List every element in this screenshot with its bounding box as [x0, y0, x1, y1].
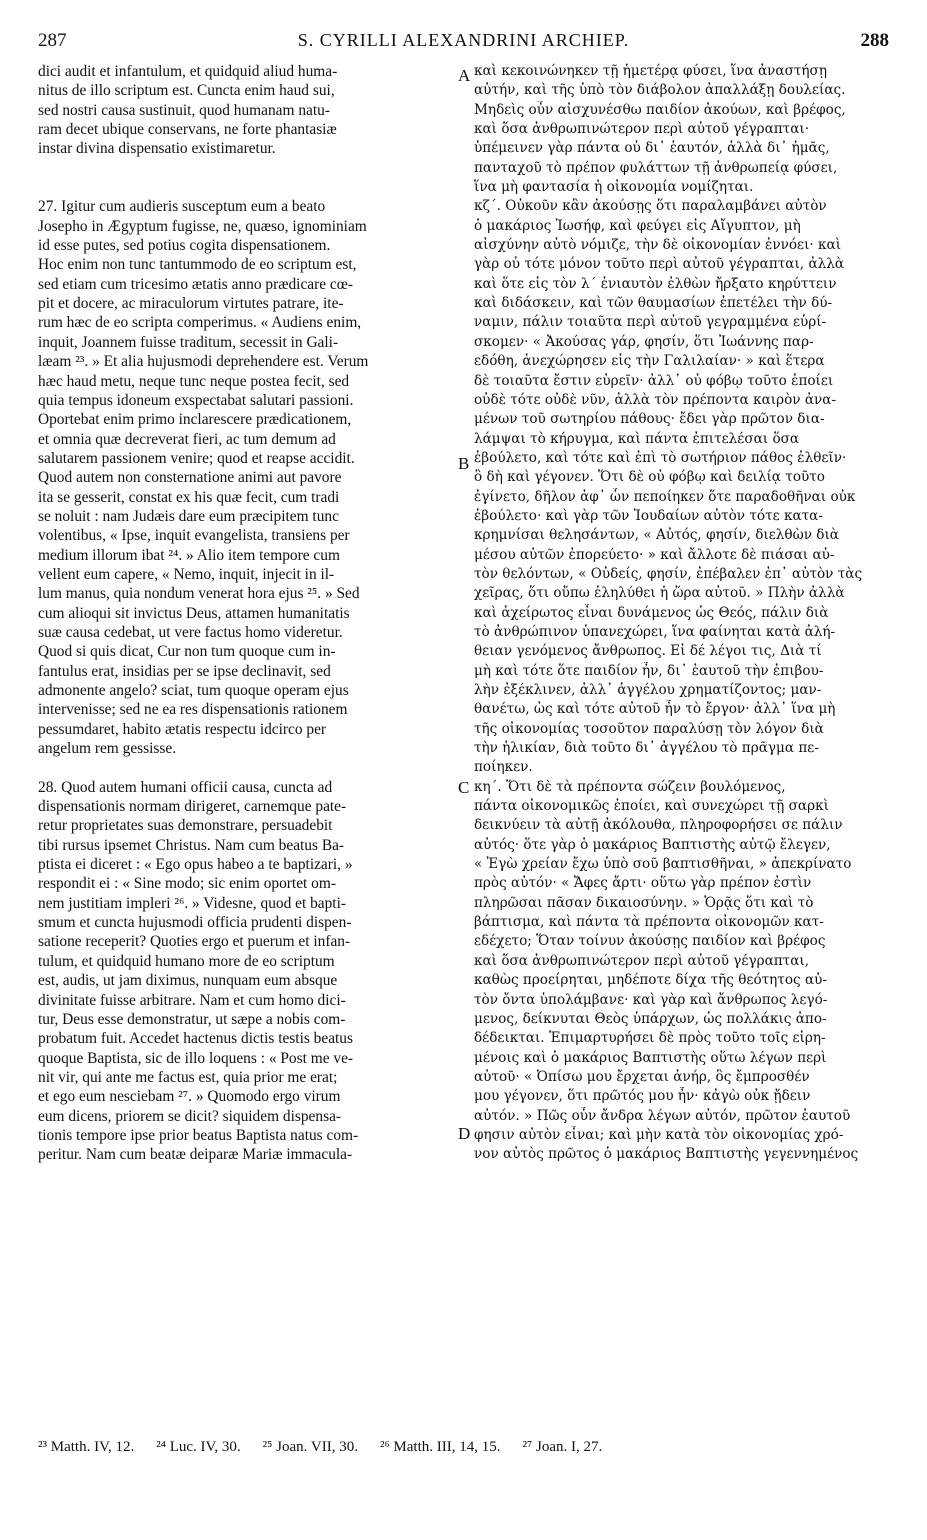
latin-text-line: vellent eum capere, « Nemo, inquit, injecit in il-	[38, 565, 335, 583]
footnote: ²⁷ Joan. I, 27.	[522, 1439, 603, 1455]
latin-text-line: Quod autem non consternatione animi aut pavore	[38, 469, 342, 487]
greek-text-line: τὴν ἡλικίαν, διὰ τοῦτο δι᾽ ἀγγέλου τὸ πρᾶγμα πε-	[474, 740, 819, 757]
latin-text-line: nem justitiam impleri ²⁶. » Videsne, quod et bapti-	[38, 894, 346, 912]
latin-text-line: Hoc enim non tunc tantummodo de eo scriptum est,	[38, 256, 357, 274]
latin-text-line: tur, Deus esse demonstratur, ut sæpe a nobis com-	[38, 1010, 346, 1028]
greek-text-line: αὐτήν, καὶ τῆς ὑπὸ τὸν διάβολον ἀπαλλάξῃ δουλείας.	[474, 82, 846, 99]
latin-text-line: respondit ei : « Sine modo; sic enim oportet om-	[38, 875, 336, 893]
latin-text-line: Oportebat enim primo inclarescere prædicationem,	[38, 411, 352, 429]
margin-marker-d: D	[458, 1124, 471, 1143]
latin-text-line: pit et docere, ac miraculorum virtutes patrare, ite-	[38, 295, 344, 313]
greek-text-line: γὰρ οὐ τότε μόνον τοῦτο περὶ αὐτοῦ γέγραπται, ἀλλὰ	[474, 256, 845, 273]
latin-text-line: angelum rem gessisse.	[38, 740, 177, 758]
greek-text-line: δεικνύειν τὰ αὐτῇ ἀκόλουθα, πληροφορήσει σε πάλιν	[474, 817, 843, 834]
greek-text-line: ἐγίνετο, δῆλον ἀφ᾽ ὧν πεποίηκεν ὅτε παραδοθῆναι οὐκ	[474, 488, 856, 505]
latin-text-line: ptista ei diceret : « Ego opus habeo a te baptizari, »	[38, 856, 353, 874]
greek-text-line: πανταχοῦ τὸ πρέπον φυλάττων τῇ ἀνθρωπείᾳ φύσει,	[474, 159, 838, 176]
greek-text-line: καθὼς προείρηται, μηδέποτε δίχα τῆς θεότητος αὐ-	[474, 972, 827, 989]
latin-text-line: 27. Igitur cum audieris susceptum eum a beato	[38, 198, 326, 216]
greek-text-line: νον αὐτὸς πρῶτος ὁ μακάριος Βαπτιστὴς γεγεννημένος	[474, 1146, 859, 1163]
latin-text-line: fantulus erat, insidias per se ipse declinavit, sed	[38, 662, 331, 680]
latin-text-line: et ego eum nesciebam ²⁷. » Quomodo ergo virum	[38, 1088, 341, 1106]
greek-text-line: « Ἐγὼ χρείαν ἔχω ὑπὸ σοῦ βαπτισθῆναι, » ἀπεκρίνατο	[474, 856, 852, 873]
latin-text-line: ram decet ubique conservans, ne forte phantasiæ	[38, 121, 337, 139]
latin-text-line: et omnia quæ decreverat fieri, ac tum demum ad	[38, 430, 336, 448]
latin-text-line: rum hæc de eo scripta comperimus. « Audiens enim,	[38, 314, 362, 332]
greek-text-line: καὶ ἀχείρωτος εἶναι δυνάμενος ὡς Θεός, πάλιν διὰ	[474, 604, 829, 621]
greek-text-line: κρημνίσαι θελησάντων, « Αὐτός, φησίν, διελθὼν διὰ	[474, 527, 839, 544]
greek-text-line: καὶ ὅσα ἀνθρωπινώτερον περὶ αὐτοῦ γέγραπται·	[474, 121, 810, 138]
greek-text-line: αὐτοῦ· « Ὀπίσω μου ἔρχεται ἀνήρ, ὃς ἔμπροσθέν	[474, 1068, 810, 1085]
latin-text-line: sed nostri causa sustinuit, quod humanam natu-	[38, 101, 330, 119]
margin-marker-c: C	[458, 778, 470, 797]
greek-text-line: θειαν γενόμενος ἄνθρωπος. Εἰ δέ λέγοι τις, Διὰ τί	[474, 643, 822, 660]
greek-text-line: αὐτός· ὅτε γὰρ ὁ μακάριος Βαπτιστὴς αὐτῷ ἔλεγεν,	[474, 836, 831, 853]
greek-text-line: πληρῶσαι πᾶσαν δικαιοσύνην. » Ὁρᾷς ὅτι καὶ τὸ	[474, 894, 814, 911]
latin-text-line: hæc haud metu, neque tunc neque postea fecit, sed	[38, 372, 350, 390]
latin-text-line: retur proprietates suas demonstrare, persuadebit	[38, 817, 333, 835]
greek-text-line: πρὸς αὐτόν· « Ἄφες ἄρτι· οὕτω γὰρ πρέπον ἐστὶν	[474, 875, 812, 892]
greek-text-line: αἰσχύνην αὐτὸ νόμιζε, τὴν δὲ οἰκονομίαν ἐννόει· καὶ	[474, 237, 842, 254]
running-header	[38, 30, 889, 56]
footnotes	[38, 1439, 889, 1456]
greek-column	[474, 62, 890, 1165]
running-title: S. CYRILLI ALEXANDRINI ARCHIEP.	[297, 30, 630, 50]
greek-text-line: φησιν αὐτὸν εἶναι; καὶ μὴν κατὰ τὸν οἰκονομίας χρό-	[474, 1126, 844, 1143]
latin-text-line: probatum fuit. Accedet hactenus dictis testis beatus	[38, 1030, 353, 1048]
latin-text-line: dispensationis normam dirigeret, carnemque pate-	[38, 798, 347, 816]
latin-text-line: pessumdaret, habito ætatis respectu idcirco per	[38, 720, 327, 738]
latin-column	[38, 62, 456, 1165]
greek-text-line: καὶ διδάσκειν, καὶ τῶν θαυμασίων ἐπετέλει τὴν δύ-	[474, 295, 833, 312]
latin-text-line: smum et cuncta hujusmodi officia prudenti dispen-	[38, 914, 352, 932]
greek-text-line: σκομεν· « Ἀκούσας γάρ, φησίν, ὅτι Ἰωάννης παρ-	[474, 333, 814, 350]
latin-text-line: inquit, Joannem fuisse traditum, secessit in Gali-	[38, 333, 339, 351]
greek-text-line: μένοις καὶ ὁ μακάριος Βαπτιστὴς οὕτω λέγων περὶ	[474, 1049, 827, 1066]
greek-text-line: ἐβούλετο· καὶ γὰρ τῶν Ἰουδαίων αὐτὸν τότε κατα-	[474, 507, 823, 524]
greek-text-line: ὃ δὴ καὶ γέγονεν. Ὅτι δὲ οὐ φόβῳ καὶ δειλίᾳ τοῦτο	[474, 469, 825, 486]
latin-text-line: medium illorum ibat ²⁴. » Alio item tempore cum	[38, 546, 340, 564]
greek-text-line: τὸ ἀνθρώπινον ὑπανεχώρει, ἵνα φαίνηται κατὰ ἀλή-	[474, 623, 836, 640]
greek-text-line: ποίηκεν.	[474, 759, 533, 776]
latin-text-line: ita se gesserit, constat ex his quæ fecit, cum tradi	[38, 488, 340, 506]
footnote: ²³ Matth. IV, 12.	[38, 1439, 135, 1455]
latin-text-line: peritur. Nam cum beatæ deiparæ Mariæ immacula-	[38, 1146, 353, 1164]
greek-text-line: ὑπέμεινεν γὰρ πάντα οὐ δι᾽ ἑαυτόν, ἀλλὰ δι᾽ ἡμᾶς,	[474, 140, 830, 157]
blank-line	[38, 159, 456, 178]
latin-text-line: se noluit : nam Judæis dare eum præcipitem tunc	[38, 507, 339, 525]
latin-text-line: satione receperit? Quoties ergo et puerum et infan-	[38, 933, 351, 951]
greek-text-line: δέδεικται. Ἐπιμαρτυρήσει δὲ πρὸς τοῦτο τοῖς εἰρη-	[474, 1030, 826, 1047]
latin-text-line: quoque Baptista, sic de illo loquens : « Post me ve-	[38, 1049, 354, 1067]
greek-text-line: χεῖρας, ὅτι οὔπω ἐληλύθει ἡ ὥρα αὐτοῦ. » Πλὴν ἀλλὰ	[474, 585, 845, 602]
greek-text-line: καὶ ὅτε εἰς τὸν λ΄ ἐνιαυτὸν ἐλθὼν ἤρξατο κηρύττειν	[474, 275, 837, 292]
greek-text-line: καὶ ὅσα ἀνθρωπινώτερον περὶ αὐτοῦ γέγραπται,	[474, 952, 810, 969]
latin-text-line: nit vir, qui ante me factus est, quia prior me erat;	[38, 1068, 338, 1086]
greek-text-line: βάπτισμα, καὶ πάντα τὰ πρέποντα οἰκονομῶν κατ-	[474, 914, 824, 931]
latin-text-line: volentibus, « Ipse, inquit evangelista, transiens per	[38, 527, 350, 545]
latin-text-line: lum manus, quia nondum venerat hora ejus ²⁵. » Sed	[38, 585, 360, 603]
page-number-left: 287	[38, 30, 67, 51]
footnote: ²⁴ Luc. IV, 30.	[156, 1439, 241, 1455]
greek-text-line: λάμψαι τὸ κήρυγμα, καὶ πάντα ἐπιτελέσαι ὅσα	[474, 430, 800, 447]
greek-text-line: δὲ τοιαῦτα ἔστιν εὑρεῖν· ἀλλ᾽ οὐ φόβῳ τοῦτο ἐποίει	[474, 372, 834, 389]
latin-text-line: intervenisse; sed ne ea res dispensationis rationem	[38, 701, 348, 719]
latin-text-line: Josepho in Ægyptum fugisse, ne, quæso, ignominiam	[38, 217, 367, 235]
greek-text-line: μέσου αὐτῶν ἐπορεύετο· » καὶ ἄλλοτε δὲ πιάσαι αὐ-	[474, 546, 835, 563]
greek-text-line: εδέχετο; Ὅταν τοίνυν ἀκούσῃς παιδίον καὶ βρέφος	[474, 933, 826, 950]
blank-line	[38, 758, 456, 777]
latin-text-line: sed etiam cum tricesimo ætatis anno prædicare cœ-	[38, 275, 353, 293]
greek-text-line: τῆς οἰκονομίας τοσοῦτον παραλύσῃ τὸν λόγον διὰ	[474, 720, 824, 737]
margin-marker-a: A	[458, 66, 471, 85]
latin-text-line: instar divina dispensatio existimaretur.	[38, 140, 276, 158]
greek-text-line: μὴ καὶ τότε ὅτε παιδίον ἦν, δι᾽ ἑαυτοῦ τὴν ἐπιβου-	[474, 662, 824, 679]
latin-text-line: tulum, et quidquid humano more de eo scriptum	[38, 952, 335, 970]
latin-text-line: quia tempus idoneum exspectabat salutari passioni.	[38, 391, 354, 409]
latin-text-line: Quod si quis dicat, Cur non tum quoque cum in-	[38, 643, 336, 661]
blank-line	[38, 178, 456, 197]
latin-text-line: læam ²³. » Et alia hujusmodi deprehendere est. Verum	[38, 353, 369, 371]
footnote: ²⁶ Matth. III, 14, 15.	[379, 1439, 501, 1455]
greek-text-line: ὁ μακάριος Ἰωσήφ, καὶ φεύγει εἰς Αἴγυπτον, μὴ	[474, 217, 801, 234]
latin-text-line: tionis tempore ipse prior beatus Baptista natus com-	[38, 1126, 359, 1144]
latin-text-line: dici audit et infantulum, et quidquid aliud huma-	[38, 63, 338, 80]
latin-text-line: salutarem passionem venire; quod et reapse accidit.	[38, 449, 355, 467]
greek-text-line: καὶ κεκοινώνηκεν τῇ ἡμετέρᾳ φύσει, ἵνα ἀναστήσῃ	[474, 63, 827, 79]
latin-text-line: eum dicens, priorem se dicit? siquidem dispensa-	[38, 1107, 342, 1125]
latin-text-line: est, audis, ut jam diximus, nunquam eum absque	[38, 972, 338, 990]
greek-text-line: ἵνα μὴ φαντασία ἡ οἰκονομία νομίζηται.	[474, 179, 754, 196]
greek-text-line: τὸν θελόντων, « Οὐδείς, φησίν, ἐπέβαλεν ἐπ᾽ αὐτὸν τὰς	[474, 565, 863, 582]
latin-text-line: tibi rursus ipsemet Christus. Nam cum beatus Ba-	[38, 836, 345, 854]
greek-text-line: μένων τοῦ σωτηρίου πάθους· ἔδει γὰρ πρῶτον δια-	[474, 411, 825, 428]
latin-text-line: 28. Quod autem humani officii causa, cuncta ad	[38, 778, 333, 796]
greek-text-line: λὴν ἐξέκλινεν, ἀλλ᾽ ἀγγέλου χρηματίζοντος; μαν-	[474, 682, 822, 698]
footnote: ²⁵ Joan. VII, 30.	[262, 1439, 358, 1455]
greek-text-line: κη΄. Ὅτι δὲ τὰ πρέποντα σώζειν βουλόμενος,	[474, 778, 786, 795]
greek-text-line: τὸν ὄντα ὑπολάμβανε· καὶ γὰρ καὶ ἄνθρωπος λεγό-	[474, 991, 828, 1008]
margin-marker-b: B	[458, 454, 470, 473]
greek-text-line: μενος, δείκνυται Θεὸς ὑπάρχων, ὡς πολλάκις ἀπο-	[474, 1010, 827, 1027]
latin-text-line: nitus de illo scriptum est. Cuncta enim haud sui,	[38, 82, 335, 100]
greek-text-line: οὐδὲ τότε οὐδὲ νῦν, ἀλλὰ τὸν πρέποντα καιρὸν ἀνα-	[474, 391, 837, 408]
latin-text-line: cum alioqui sit invictus Deus, attamen humanitatis	[38, 604, 350, 622]
greek-text-line: ἐβούλετο, καὶ τότε καὶ ἐπὶ τὸ σωτήριον πάθος ἐλθεῖν·	[474, 449, 847, 466]
latin-text-line: suæ causa cedebat, ut vere factus homo videretur.	[38, 623, 343, 641]
page-number-right: 288	[860, 30, 889, 51]
greek-text-line: εδόθη, ἀνεχώρησεν εἰς τὴν Γαλιλαίαν· » καὶ ἕτερα	[474, 353, 825, 370]
greek-text-line: πάντα οἰκονομικῶς ἐποίει, καὶ συνεχώρει τῇ σαρκὶ	[474, 798, 829, 815]
latin-text-line: admonente angelo? sciat, tum quoque operam ejus	[38, 682, 349, 699]
latin-text-line: id esse putes, sed potius cogita dispensationem.	[38, 237, 331, 255]
greek-text-line: μου γέγονεν, ὅτι πρῶτός μου ἦν· κἀγὼ οὐκ ᾔδειν	[474, 1088, 811, 1105]
greek-text-line: θανέτω, ὡς καὶ τότε αὐτοῦ ἦν τὸ ἔργον· ἀλλ᾽ ἵνα μὴ	[474, 701, 836, 718]
latin-text-line: divinitate fuisse arbitrare. Nam et cum homo dici-	[38, 991, 346, 1009]
greek-text-line: ναμιν, πάλιν τοιαῦτα περὶ αὐτοῦ γεγραμμένα εὑρί-	[474, 314, 827, 331]
greek-text-line: κζ΄. Οὐκοῦν κἂν ἀκούσῃς ὅτι παραλαμβάνει αὐτὸν	[474, 198, 827, 215]
greek-text-line: αὐτόν. » Πῶς οὖν ἄνδρα λέγων αὐτόν, πρῶτον ἑαυτοῦ	[474, 1107, 851, 1124]
greek-text-line: Μηδεὶς οὖν αἰσχυνέσθω παιδίον ἀκούων, καὶ βρέφος,	[474, 101, 846, 118]
